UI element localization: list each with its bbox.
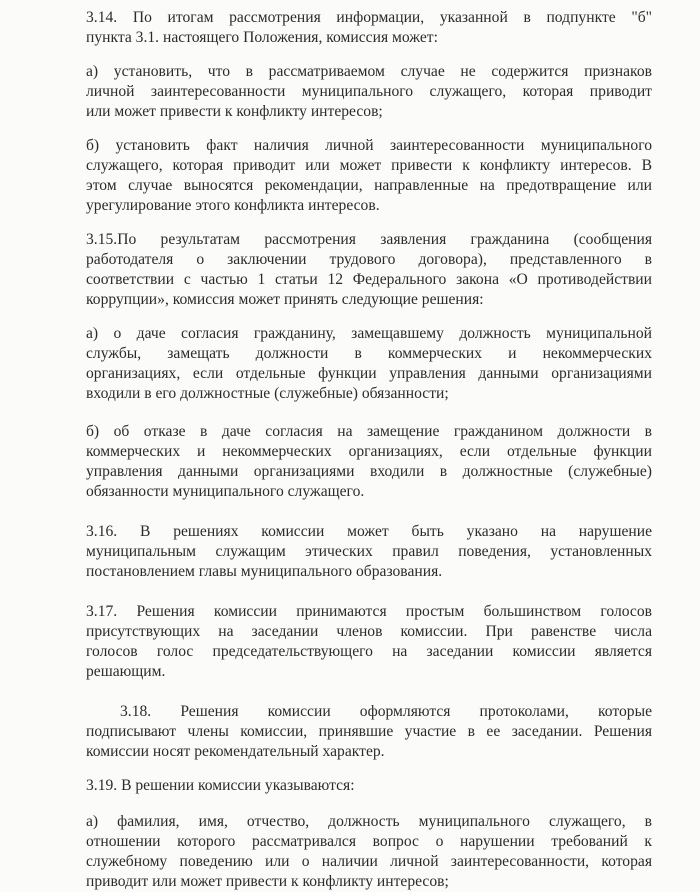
text-line: решающим. <box>86 663 166 680</box>
paragraph-3-15 <box>86 230 652 310</box>
text-line: б) установить факт наличия личной заинтересованности муниципального <box>86 137 652 154</box>
text-line: коррупции», комиссия может принять следующие решения: <box>86 291 484 308</box>
text-line: комиссии носят рекомендательный характер. <box>86 743 385 760</box>
text-line: приводит или может привести к конфликту интересов; <box>86 873 449 890</box>
text-line: служебному поведению или о наличии личной заинтересованности, которая <box>86 853 652 870</box>
text-line: 3.19. В решении комиссии указываются: <box>86 777 355 794</box>
text-line: 3.17. Решения комиссии принимаются простым большинством голосов <box>86 603 652 620</box>
text-line: или может привести к конфликту интересов; <box>86 103 383 120</box>
text-line: 3.14. По итогам рассмотрения информации, указанной в подпункте "б" <box>86 9 652 26</box>
paragraph-3-19-a <box>86 812 652 892</box>
text-line: а) установить, что в рассматриваемом случае не содержится признаков <box>86 63 652 80</box>
text-line: подписывают члены комиссии, принявшие участие в ее заседании. Решения <box>86 723 652 740</box>
text-line: урегулирование этого конфликта интересов. <box>86 197 380 214</box>
text-line: коммерческих и некоммерческих организациях, если отдельные функции <box>86 443 652 460</box>
text-line: службы, замещать должности в коммерческих и некоммерческих <box>86 345 652 362</box>
text-line: соответствии с частью 1 статьи 12 Федерального закона «О противодействии <box>86 271 652 288</box>
text-line: а) о даче согласия гражданину, замещавшему должность муниципальной <box>86 325 652 342</box>
text-line: этом случае выносятся рекомендации, направленные на предотвращение или <box>86 177 652 194</box>
text-line: обязанности муниципального служащего. <box>86 483 365 500</box>
text-line: организациях, если отдельные функции управления данными организациями <box>86 365 652 382</box>
text-line: муниципальным служащим этических правил поведения, установленных <box>86 543 652 560</box>
text-line: управления данными организациями входили в должностные (служебные) <box>86 463 652 480</box>
paragraph-3-18 <box>86 702 652 762</box>
paragraph-3-14-a <box>86 62 652 122</box>
text-line: служащего, которая приводит или может привести к конфликту интересов. В <box>86 157 652 174</box>
paragraph-3-16 <box>86 522 652 582</box>
paragraph-3-17 <box>86 602 652 682</box>
text-line: отношении которого рассматривался вопрос о нарушении требований к <box>86 833 652 850</box>
text-line: работодателя о заключении трудового договора), представленного в <box>86 251 652 268</box>
text-line: 3.16. В решениях комиссии может быть указано на нарушение <box>86 523 652 540</box>
text-line: б) об отказе в даче согласия на замещение гражданином должности в <box>86 423 652 440</box>
text-line: личной заинтересованности муниципального служащего, которая приводит <box>86 83 652 100</box>
text-line: входили в его должностные (служебные) обязанности; <box>86 385 449 402</box>
paragraph-3-19 <box>86 776 652 796</box>
text-line: постановлением главы муниципального образования. <box>86 563 443 580</box>
paragraph-3-14-b <box>86 136 652 216</box>
text-line: присутствующих на заседании членов комиссии. При равенстве числа <box>86 623 652 640</box>
paragraph-3-15-a <box>86 324 652 404</box>
text-line: 3.18. Решения комиссии оформляются протоколами, которые <box>120 703 652 720</box>
text-line: пункта 3.1. настоящего Положения, комиссия может: <box>86 29 438 46</box>
paragraph-3-14 <box>86 8 652 48</box>
paragraph-3-15-b <box>86 422 652 502</box>
text-line: а) фамилия, имя, отчество, должность муниципального служащего, в <box>86 813 652 830</box>
text-line: 3.15.По результатам рассмотрения заявления гражданина (сообщения <box>86 231 652 248</box>
text-line: голосов голос председательствующего на заседании комиссии является <box>86 643 652 660</box>
